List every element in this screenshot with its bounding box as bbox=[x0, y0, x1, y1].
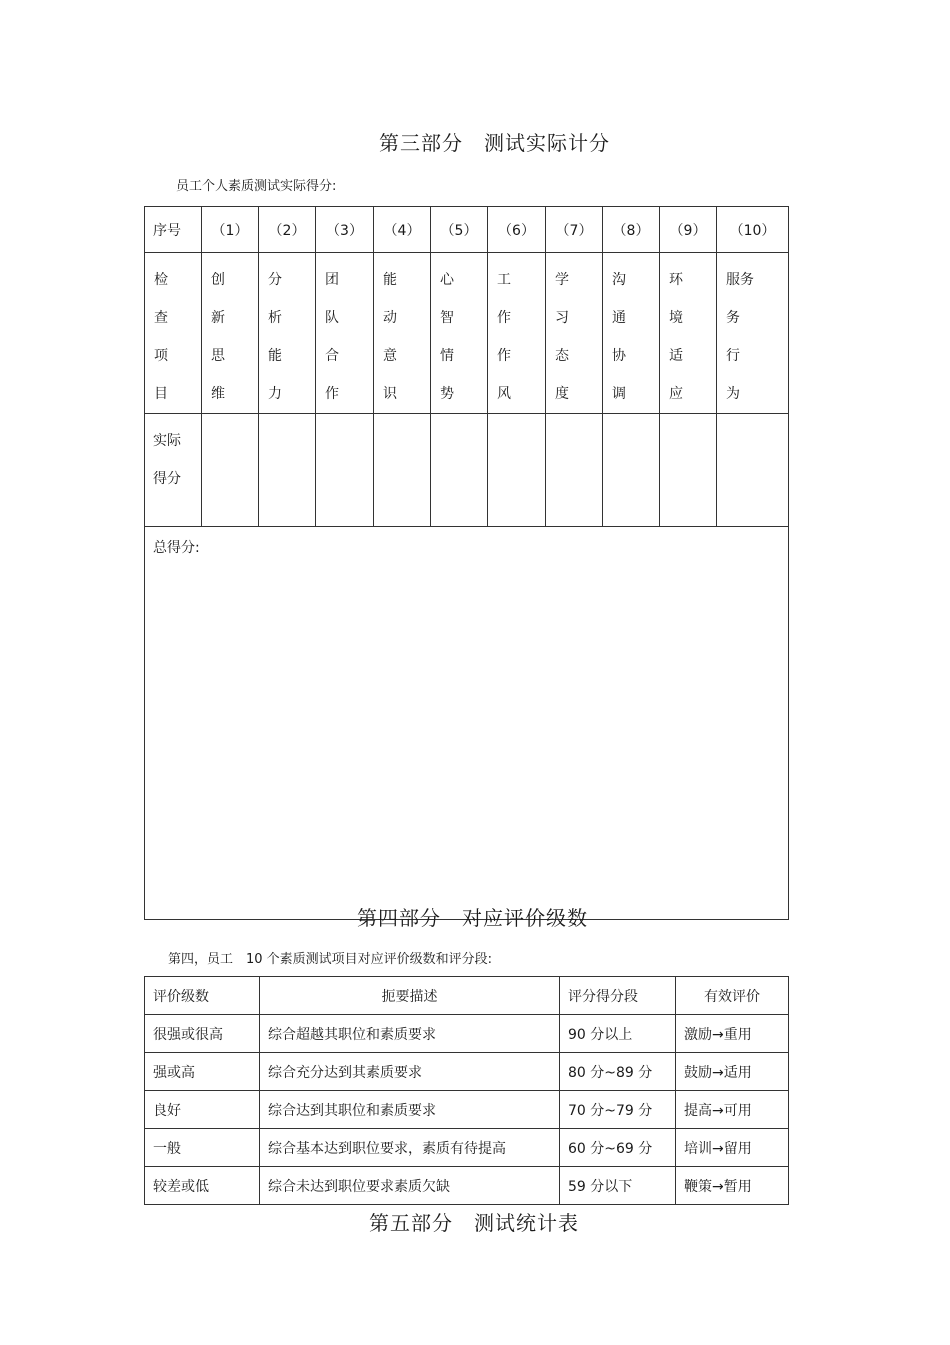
item-cell: 心 智 情 势 bbox=[431, 253, 488, 414]
grade-score-range-cell: 59 分以下 bbox=[560, 1167, 676, 1205]
table-row bbox=[145, 1015, 789, 1053]
actual-score-cell[interactable] bbox=[488, 414, 546, 527]
grade-level-cell: 一般 bbox=[145, 1129, 260, 1167]
header-cell: （10） bbox=[717, 207, 789, 253]
score-table-total-row bbox=[145, 527, 789, 920]
item-cell: 创 新 思 维 bbox=[202, 253, 259, 414]
header-cell: （8） bbox=[603, 207, 660, 253]
actual-score-cell[interactable] bbox=[374, 414, 431, 527]
score-table-items-row bbox=[145, 253, 789, 414]
actual-score-cell[interactable] bbox=[259, 414, 316, 527]
part4-title: 第四部分 对应评价级数 bbox=[357, 906, 588, 930]
item-cell: 工 作 作 风 bbox=[488, 253, 546, 414]
table-row bbox=[145, 1129, 789, 1167]
part5-title: 第五部分 测试统计表 bbox=[369, 1211, 579, 1235]
header-cell: （9） bbox=[660, 207, 717, 253]
grade-score-range-cell: 60 分~69 分 bbox=[560, 1129, 676, 1167]
grade-level-cell: 强或高 bbox=[145, 1053, 260, 1091]
grade-header-level: 评价级数 bbox=[145, 977, 260, 1015]
grade-header-score-range: 评分得分段 bbox=[560, 977, 676, 1015]
item-cell: 服务 务 行 为 bbox=[717, 253, 789, 414]
grade-description-cell: 综合充分达到其素质要求 bbox=[260, 1053, 560, 1091]
grade-table-header-row bbox=[145, 977, 789, 1015]
actual-score-cell[interactable] bbox=[603, 414, 660, 527]
header-cell: （3） bbox=[316, 207, 374, 253]
grade-description-cell: 综合超越其职位和素质要求 bbox=[260, 1015, 560, 1053]
grade-evaluation-cell: 提高→可用 bbox=[676, 1091, 789, 1129]
header-cell: （1） bbox=[202, 207, 259, 253]
grade-description-cell: 综合达到其职位和素质要求 bbox=[260, 1091, 560, 1129]
table-row bbox=[145, 1091, 789, 1129]
score-table-actual-row bbox=[145, 414, 789, 527]
grade-table bbox=[144, 976, 789, 1205]
actual-score-label: 实际 得分 bbox=[145, 414, 202, 527]
item-cell: 学 习 态 度 bbox=[546, 253, 603, 414]
header-cell: （2） bbox=[259, 207, 316, 253]
grade-level-cell: 良好 bbox=[145, 1091, 260, 1129]
table-row bbox=[145, 1053, 789, 1091]
grade-evaluation-cell: 鞭策→暂用 bbox=[676, 1167, 789, 1205]
part3-lead: 员工个人素质测试实际得分: bbox=[176, 179, 337, 194]
table-row bbox=[145, 1167, 789, 1205]
grade-evaluation-cell: 激励→重用 bbox=[676, 1015, 789, 1053]
item-cell-label: 检 查 项 目 bbox=[145, 253, 202, 414]
grade-header-evaluation: 有效评价 bbox=[676, 977, 789, 1015]
actual-score-cell[interactable] bbox=[660, 414, 717, 527]
item-cell: 环 境 适 应 bbox=[660, 253, 717, 414]
grade-score-range-cell: 80 分~89 分 bbox=[560, 1053, 676, 1091]
grade-description-cell: 综合未达到职位要求素质欠缺 bbox=[260, 1167, 560, 1205]
grade-level-cell: 很强或很高 bbox=[145, 1015, 260, 1053]
item-cell: 团 队 合 作 bbox=[316, 253, 374, 414]
actual-score-cell[interactable] bbox=[202, 414, 259, 527]
header-cell: （6） bbox=[488, 207, 546, 253]
header-cell-index: 序号 bbox=[145, 207, 202, 253]
grade-level-cell: 较差或低 bbox=[145, 1167, 260, 1205]
actual-score-cell[interactable] bbox=[546, 414, 603, 527]
part3-title: 第三部分 测试实际计分 bbox=[379, 131, 610, 155]
grade-evaluation-cell: 鼓励→适用 bbox=[676, 1053, 789, 1091]
grade-score-range-cell: 70 分~79 分 bbox=[560, 1091, 676, 1129]
header-cell: （7） bbox=[546, 207, 603, 253]
grade-header-description: 扼要描述 bbox=[260, 977, 560, 1015]
actual-score-cell[interactable] bbox=[316, 414, 374, 527]
grade-score-range-cell: 90 分以上 bbox=[560, 1015, 676, 1053]
item-cell: 能 动 意 识 bbox=[374, 253, 431, 414]
score-table bbox=[144, 206, 789, 920]
total-score-label: 总得分: bbox=[153, 540, 200, 556]
score-table-header-row bbox=[145, 207, 789, 253]
grade-description-cell: 综合基本达到职位要求，素质有待提高 bbox=[260, 1129, 560, 1167]
part4-lead: 第四，员工 10 个素质测试项目对应评价级数和评分段: bbox=[168, 952, 493, 967]
item-cell: 分 析 能 力 bbox=[259, 253, 316, 414]
item-cell: 沟 通 协 调 bbox=[603, 253, 660, 414]
grade-evaluation-cell: 培训→留用 bbox=[676, 1129, 789, 1167]
actual-score-cell[interactable] bbox=[431, 414, 488, 527]
header-cell: （4） bbox=[374, 207, 431, 253]
actual-score-cell[interactable] bbox=[717, 414, 789, 527]
total-score-cell[interactable] bbox=[145, 527, 789, 920]
header-cell: （5） bbox=[431, 207, 488, 253]
